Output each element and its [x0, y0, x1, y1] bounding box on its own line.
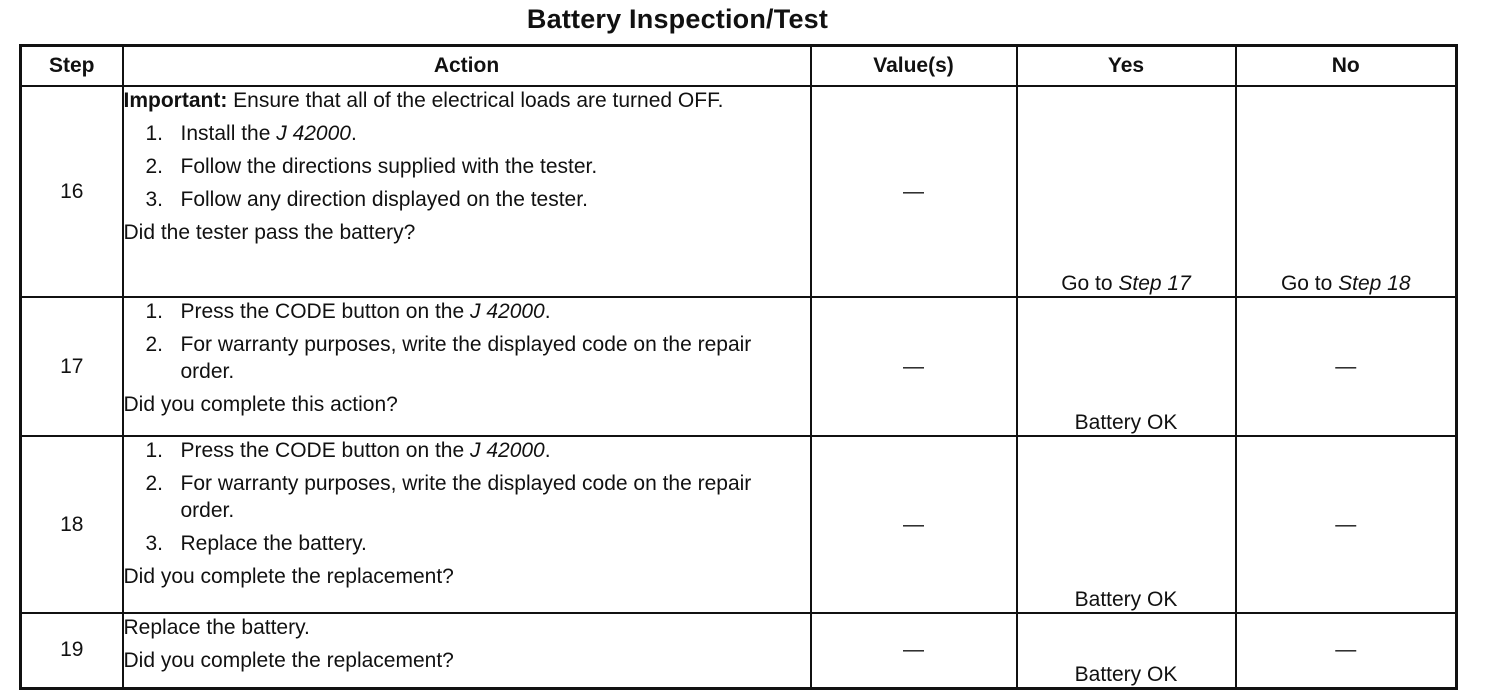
tool-name: J 42000 [276, 122, 351, 145]
header-action: Action [123, 46, 811, 87]
action-cell [123, 613, 811, 688]
yes-cell: Battery OK [1017, 613, 1236, 688]
item-number: 3. [145, 188, 164, 211]
header-row [21, 46, 1457, 87]
list-item [124, 530, 810, 557]
step-number: 19 [21, 613, 123, 688]
table-row [21, 86, 1457, 297]
step-number: 16 [21, 86, 123, 297]
no-cell [1236, 86, 1457, 297]
item-text: Follow the directions supplied with the tester. [180, 155, 598, 178]
important-text: Ensure that all of the electrical loads are turned OFF. [233, 89, 724, 112]
no-step-link: Step 18 [1338, 272, 1411, 295]
question-text: Did you complete the replacement? [123, 649, 454, 672]
item-number: 3. [145, 532, 164, 555]
item-text: Press the CODE button on the [180, 300, 470, 323]
item-number: 2. [145, 155, 164, 178]
item-number: 1. [145, 439, 164, 462]
important-note [124, 87, 810, 114]
item-number: 1. [145, 300, 164, 323]
header-values: Value(s) [811, 46, 1017, 87]
table-row [21, 297, 1457, 436]
no-prefix: Go to [1280, 272, 1339, 295]
action-cell [123, 86, 811, 297]
item-number: 2. [145, 333, 164, 356]
item-end: . [544, 439, 551, 462]
item-text: Install the [180, 122, 277, 145]
action-cell [123, 297, 811, 436]
yes-cell: Battery OK [1017, 297, 1236, 436]
page-title: Battery Inspection/Test [526, 4, 829, 34]
yes-cell [1017, 86, 1236, 297]
item-text: For warranty purposes, write the displayed code on the repair order. [180, 333, 752, 383]
list-item [124, 437, 810, 464]
step-number: 18 [21, 436, 123, 613]
list-item [124, 186, 810, 213]
tool-name: J 42000 [470, 439, 545, 462]
item-number: 1. [145, 122, 164, 145]
value-cell: — [811, 86, 1017, 297]
item-text: Replace the battery. [180, 532, 367, 555]
important-label: Important: [123, 89, 228, 112]
step-list [124, 298, 810, 385]
item-text: For warranty purposes, write the displayed code on the repair order. [180, 472, 752, 522]
value-cell: — [811, 436, 1017, 613]
action-line: Replace the battery. [123, 616, 310, 639]
action-cell [123, 436, 811, 613]
table-row [21, 436, 1457, 613]
header-no: No [1236, 46, 1457, 87]
procedure-table [19, 44, 1458, 690]
no-cell: — [1236, 436, 1457, 613]
list-item [124, 120, 810, 147]
question-text: Did you complete this action? [123, 393, 398, 416]
yes-cell: Battery OK [1017, 436, 1236, 613]
item-number: 2. [145, 472, 164, 495]
item-text: Follow any direction displayed on the tester. [180, 188, 588, 211]
question-text: Did the tester pass the battery? [123, 221, 416, 244]
no-cell: — [1236, 613, 1457, 688]
question-text: Did you complete the replacement? [123, 565, 454, 588]
item-end: . [350, 122, 357, 145]
step-number: 17 [21, 297, 123, 436]
list-item [124, 470, 810, 524]
list-item [124, 331, 810, 385]
item-end: . [544, 300, 551, 323]
value-cell: — [811, 613, 1017, 688]
no-cell: — [1236, 297, 1457, 436]
header-step: Step [21, 46, 123, 87]
step-list [124, 437, 810, 557]
step-list [124, 120, 810, 213]
list-item [124, 153, 810, 180]
header-yes: Yes [1017, 46, 1236, 87]
yes-step-link: Step 17 [1118, 272, 1191, 295]
value-cell: — [811, 297, 1017, 436]
item-text: Press the CODE button on the [180, 439, 470, 462]
yes-prefix: Go to [1061, 272, 1119, 295]
table-row [21, 613, 1457, 688]
tool-name: J 42000 [470, 300, 545, 323]
list-item [124, 298, 810, 325]
